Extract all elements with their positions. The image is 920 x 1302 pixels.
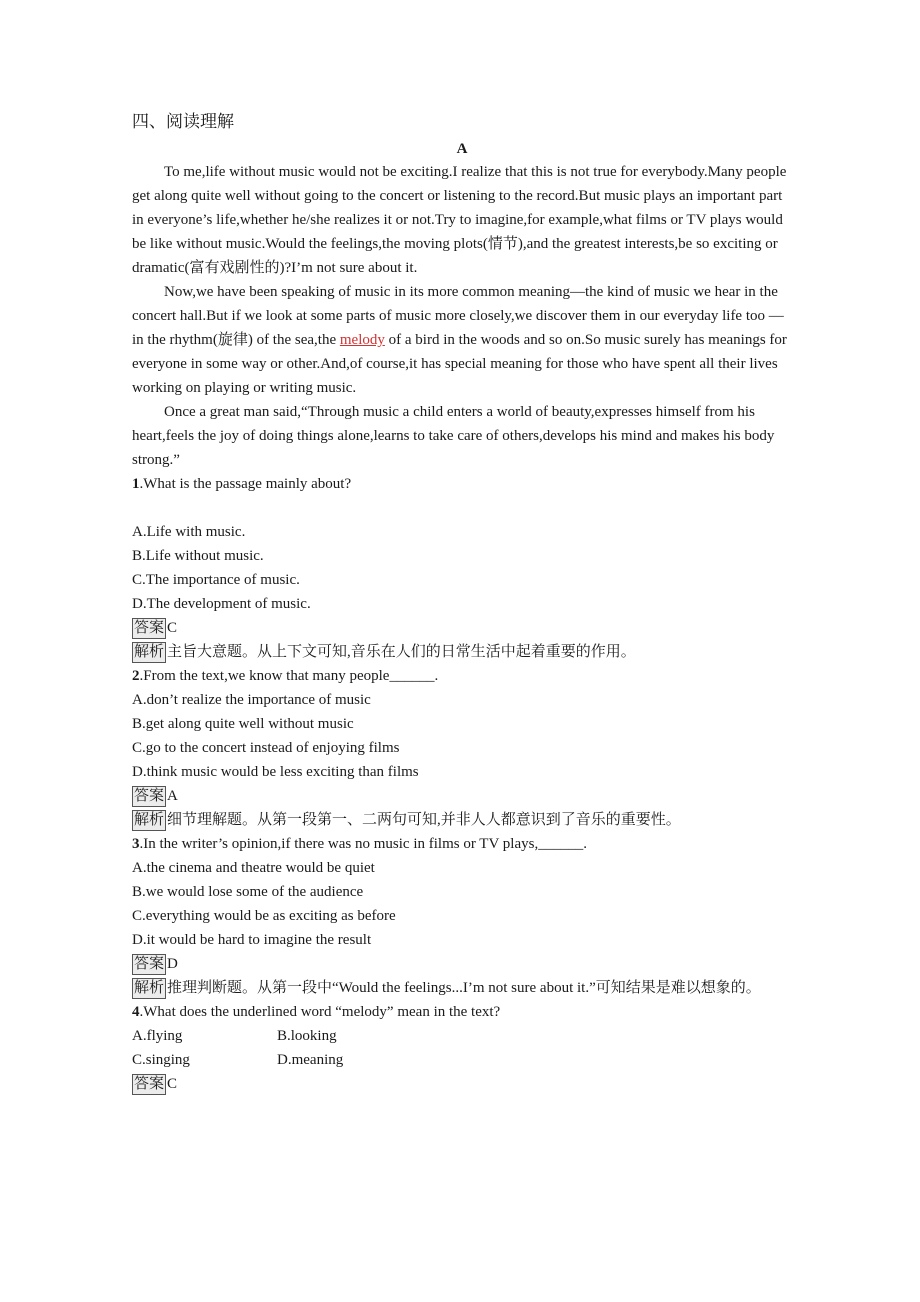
explanation-text: 细节理解题。从第一段第一、二两句可知,并非人人都意识到了音乐的重要性。 (167, 812, 681, 828)
question-1 (132, 472, 792, 664)
paragraph-2-text-end: of a bird in the woods and so on.So music surely has meanings for everyone in some way or other.And,of course,it has special meaning for those who have spent all their lives working on playing or writing music. (132, 332, 787, 396)
question-text: .What does the underlined word “melody” mean in the text? (139, 1004, 501, 1020)
answer-value: C (167, 620, 178, 636)
option-d: D.meaning (277, 1052, 344, 1068)
answer-tag: 答案 (132, 618, 166, 639)
question-4 (132, 1000, 792, 1096)
option-a: A.flying (132, 1028, 183, 1044)
question-number: 1 (132, 476, 140, 492)
answer-line (132, 784, 792, 808)
spacer (132, 496, 792, 520)
option-c: C.go to the concert instead of enjoying films (132, 740, 400, 756)
explanation-text: 推理判断题。从第一段中“Would the feelings...I’m not sure about it.”可知结果是难以想象的。 (167, 980, 761, 996)
option-a: A.Life with music. (132, 524, 246, 540)
option-b: B.we would lose some of the audience (132, 884, 364, 900)
option-d: D.The development of music. (132, 596, 311, 612)
explanation-tag: 解析 (132, 810, 166, 831)
explanation-line (132, 640, 792, 664)
option-b: B.looking (277, 1028, 337, 1044)
question-text: .What is the passage mainly about? (139, 476, 352, 492)
explanation-tag: 解析 (132, 978, 166, 999)
option-c: C.The importance of music. (132, 572, 300, 588)
question-text: .From the text,we know that many people______. (139, 668, 439, 684)
explanation-line (132, 976, 792, 1000)
passage-paragraph-2 (132, 280, 792, 400)
passage-paragraph-1: To me,life without music would not be exciting.I realize that this is not true for everybody.Many people get along quite well without going to the concert or listening to the record.But music plays an important part in everyone’s life,whether he/she realizes it or not.Try to imagine,for example,what films or TV plays would be like without music.Would the feelings,the moving plots(情节),and the greatest interests,be so exciting or dramatic(富有戏剧性的)?I’m not sure about it. (132, 164, 787, 276)
question-number: 3 (132, 836, 140, 852)
question-3-stem (132, 832, 792, 856)
underlined-word-melody: melody (339, 332, 385, 348)
options-row-2 (132, 1048, 792, 1072)
answer-tag: 答案 (132, 786, 166, 807)
options-row-1 (132, 1024, 792, 1048)
explanation-tag: 解析 (132, 642, 166, 663)
option-d: D.it would be hard to imagine the result (132, 932, 372, 948)
question-3 (132, 832, 792, 1000)
question-number: 2 (132, 668, 140, 684)
option-d: D.think music would be less exciting than films (132, 764, 419, 780)
paragraph-2-text-start: Now,we have been speaking of music in its more common meaning—the kind of music we hear in the concert hall.But if we look at some parts of music more closely,we discover them in our everyday life too — in the rhythm(旋律) of the sea,the (132, 284, 784, 348)
question-2-stem (132, 664, 792, 688)
explanation-text: 主旨大意题。从上下文可知,音乐在人们的日常生活中起着重要的作用。 (167, 644, 636, 660)
option-b: B.get along quite well without music (132, 716, 354, 732)
section-title: 四、阅读理解 (132, 112, 234, 131)
question-number: 4 (132, 1004, 140, 1020)
question-1-stem (132, 472, 792, 496)
answer-line (132, 1072, 792, 1096)
answer-value: A (167, 788, 178, 804)
option-b: B.Life without music. (132, 548, 264, 564)
answer-line (132, 952, 792, 976)
answer-value: C (167, 1076, 178, 1092)
explanation-line (132, 808, 792, 832)
option-c: C.singing (132, 1052, 190, 1068)
question-2 (132, 664, 792, 832)
passage-label: A (456, 141, 468, 157)
question-text: .In the writer’s opinion,if there was no music in films or TV plays,______. (139, 836, 587, 852)
answer-tag: 答案 (132, 1074, 166, 1095)
option-a: A.don’t realize the importance of music (132, 692, 371, 708)
question-4-stem (132, 1000, 792, 1024)
option-a: A.the cinema and theatre would be quiet (132, 860, 375, 876)
answer-tag: 答案 (132, 954, 166, 975)
answer-value: D (167, 956, 178, 972)
passage-paragraph-3: Once a great man said,“Through music a child enters a world of beauty,expresses himself from his heart,feels the joy of doing things alone,learns to take care of others,develops his mind and makes his body strong.” (132, 404, 775, 468)
option-c: C.everything would be as exciting as before (132, 908, 396, 924)
answer-line (132, 616, 792, 640)
